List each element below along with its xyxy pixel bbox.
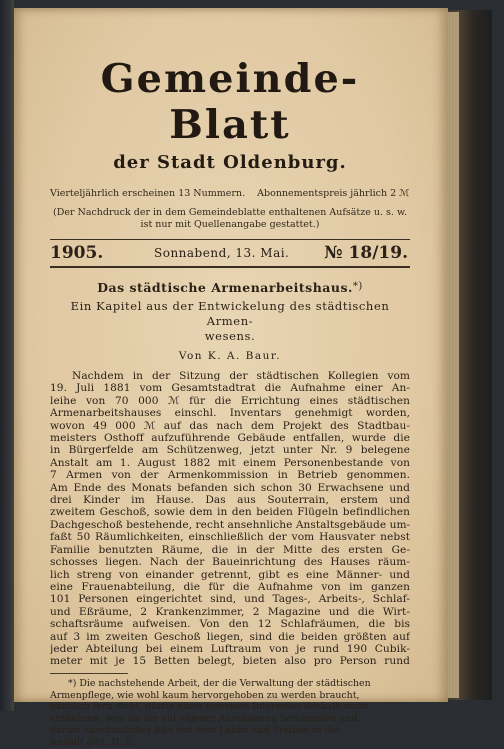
article-subtitle [50,299,410,344]
issue-date: Sonnabend, 13. Mai. [154,246,290,260]
body-line: 101 Personen eingerichtet sind, und Tages-, Arbeits-, Schlaf- [50,593,410,606]
article-body [50,370,410,668]
body-line: lich streng von einander getrennt, gibt es eine Männer- und [50,568,410,581]
footnote-line: *) Die nachstehende Arbeit, der die Verwaltung der städtischen [68,677,371,689]
masthead-subtitle: der Stadt Oldenburg. [113,152,347,173]
footnote-line: entbehren, weil sie ein auf eigener Anschauung beruhendes und [50,713,358,725]
footnote-line: Anstalt gibt. D. R. [50,736,135,748]
issue-dateline [50,239,410,268]
article-subtitle-line-2: wesens. [204,329,256,343]
body-line: Anstalt am 1. August 1882 mit einem Personenbestande von [50,456,410,469]
footnote-line: gänzlich fern steht, dürfte eines gewissen Interesses deshalb nicht [50,701,369,713]
body-line: Am Ende des Monats befanden sich schon 30 Erwachsene und [50,481,410,494]
body-line: Familie benutzten Räume, die in der Mitte des ersten Ge- [50,543,410,556]
body-line: 19. Juli 1881 vom Gesamtstadtrat die Aufnahme einer An- [50,382,410,395]
body-line: meisters Osthoff aufzuführende Gebäude entfallen, wurde die [50,432,410,445]
body-line: drei Kinder im Hause. Das aus Souterrain, erstem und [50,494,410,507]
footnote-divider [50,673,128,674]
issue-year: 1905. [50,243,104,263]
footnote-line: darum anschauliches Bild von dem Leben und Treiben in der [50,724,341,736]
body-line: eine Frauenabteilung, die für die Aufnahme von im ganzen [50,580,410,593]
page-content [50,56,410,749]
article-title [50,279,410,296]
body-line: Armenarbeitshauses einschl. Inventars genehmigt worden, [50,407,410,420]
page-edges [447,12,459,698]
publication-info [50,188,410,200]
body-line: zweitem Geschoß, sowie dem in den beiden Flügeln befindlichen [50,506,410,519]
article-footnote [50,678,410,749]
article-author: Von K. A. Baur. [178,350,282,362]
body-line: und Eßräume, 2 Krankenzimmer, 2 Magazine und die Wirt- [50,605,410,618]
body-line: meter mit je 15 Betten belegt, bieten also pro Person rund [50,655,410,668]
body-line: jeder Abteilung bei einem Luftraum von je rund 190 Cubik- [50,642,410,655]
footnote-line: Armenpflege, wie wohl kaum hervorgehoben zu werden braucht, [50,689,360,701]
book-cover-edge [0,0,14,711]
masthead-title: Gemeinde-Blatt [100,56,360,148]
newspaper-page [14,8,448,748]
article-title-text: Das städtische Armenarbeitshaus. [97,280,353,295]
body-line: faßt 50 Räumlichkeiten, einschließlich der vom Hausvater nebst [50,531,410,544]
body-line: in Bürgerfelde am Schützenweg, jetzt unter Nr. 9 belegene [50,444,410,457]
reprint-note-line-1: (Der Nachdruck der in dem Gemeindeblatte enthaltenen Aufsätze u. s. w. [53,207,407,218]
body-line: Dachgeschoß bestehende, recht ansehnliche Anstaltsgebäude um- [50,518,410,531]
article-subtitle-line-1: Ein Kapitel aus der Entwickelung des städtischen Armen- [70,299,390,328]
issue-number: № 18/19. [324,243,408,263]
body-line: leihe von 70 000 ℳ für die Errichtung eines städtischen [50,394,410,407]
body-line: Nachdem in der Sitzung der städtischen Kollegien vom [72,370,410,382]
frequency-note: Vierteljährlich erscheinen 13 Nummern. [50,188,246,199]
body-line: schaftsräume aufweisen. Von den 12 Schlafräumen, die bis [50,618,410,631]
reprint-note-line-2: ist nur mit Quellenangabe gestattet.) [140,219,320,230]
subscription-note: Abonnementspreis jährlich 2 ℳ [257,188,410,199]
body-line: auf 3 im zweiten Geschoß liegen, sind die beiden größten auf [50,630,410,643]
footnote-marker: *) [352,281,363,292]
body-line: schosses liegen. Nach der Baueinrichtung des Hauses räum- [50,556,410,569]
body-line: wovon 49 000 ℳ auf das nach dem Projekt des Stadtbau- [50,419,410,432]
body-line: 7 Armen von der Armenkommission in Betrieb genommen. [50,469,410,482]
